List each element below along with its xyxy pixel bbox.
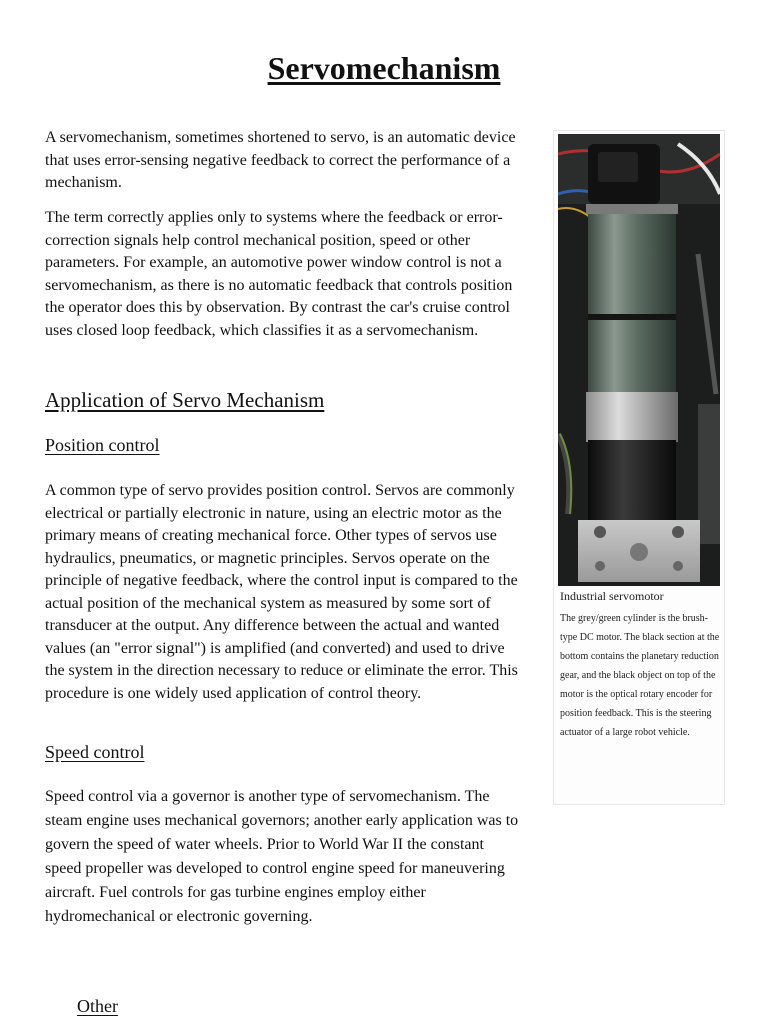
servomotor-photo bbox=[558, 134, 720, 586]
intro-paragraph-2: The term correctly applies only to systems where the feedback or error-correction signals help control mechanical position, speed or other parameters. For example, an automotive power window control is not a servomechanism, as there is no automatic feedback that controls position the operator does this by observation. By contrast the car's cruise control uses closed loop feedback, which classifies it as a servomechanism. bbox=[45, 209, 513, 339]
subheading-speed-control: Speed control bbox=[45, 742, 145, 762]
page-title: Servomechanism bbox=[267, 50, 501, 86]
position-control-paragraph: A common type of servo provides position control. Servos are commonly electrical or partially electronic in nature, using an electric motor as the primary means of creating mechanical force. Other types of servos use hydraulics, pneumatics, or magnetic principles. Servos operate on the principle of negative feedback, where the control input is compared to the actual position of the mechanical system as measured by some sort of transducer at the output. Any difference between the actual and wanted values (an "error signal") is amplified (and converted) and used to drive the system in the direction necessary to reduce or eliminate the error. This procedure is one widely used application of control theory. bbox=[45, 482, 518, 702]
intro-paragraph-1: A servomechanism, sometimes shortened to servo, is an automatic device that uses error-sensing negative feedback to correct the performance of a mechanism. bbox=[45, 129, 516, 191]
section-heading-application: Application of Servo Mechanism bbox=[45, 388, 325, 412]
subheading-other: Other bbox=[77, 996, 118, 1016]
figure-caption-text: The grey/green cylinder is the brush-type DC motor. The black section at the bottom contains the planetary reduction gear, and the black object on top of the motor is the optical rotary encoder for position feedback. This is the steering actuator of a large robot vehicle. bbox=[560, 613, 720, 738]
figure-servomotor bbox=[553, 130, 725, 805]
figure-caption-title: Industrial servomotor bbox=[560, 589, 664, 603]
speed-control-paragraph: Speed control via a governor is another type of servomechanism. The steam engine uses mechanical governors; another early application was to govern the speed of water wheels. Prior to World War II the constant speed propeller was developed to control engine speed for maneuvering aircraft. Fuel controls for gas turbine engines employ either hydromechanical or electronic governing. bbox=[45, 788, 519, 925]
subheading-position-control: Position control bbox=[45, 435, 160, 455]
